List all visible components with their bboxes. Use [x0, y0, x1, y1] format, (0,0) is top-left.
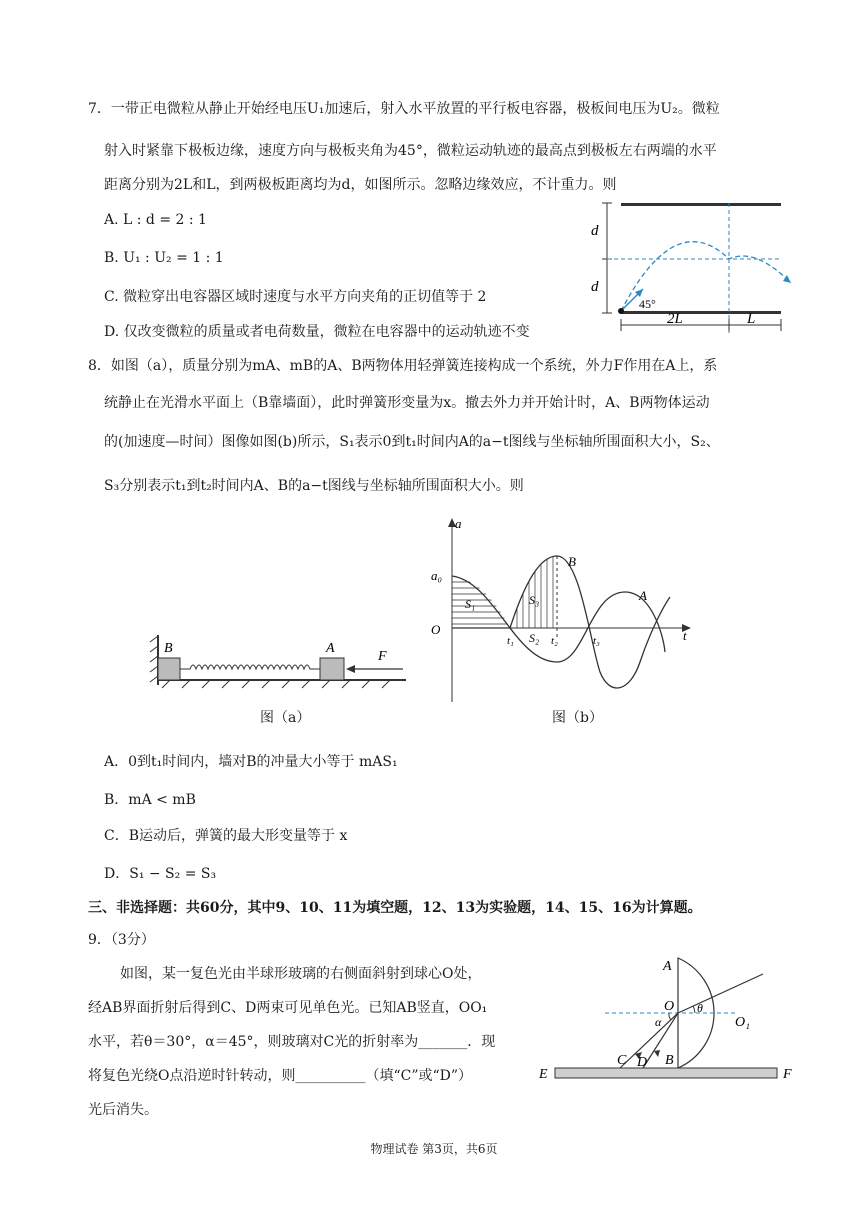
- axis-a-label: a: [455, 516, 462, 531]
- q9-line-1: 如图，某一复色光由半球形玻璃的右侧面斜射到球心O处，: [120, 966, 482, 982]
- curve-a-label: A: [639, 588, 647, 603]
- arrow-d: [654, 1050, 660, 1057]
- label-a0: a₀: [431, 568, 443, 583]
- q9-line-3: 水平，若θ＝30°，α＝45°，则玻璃对C光的折射率为_______．现: [88, 1034, 496, 1050]
- label-L: L: [747, 311, 756, 327]
- block-b: [158, 658, 180, 680]
- label-b: B: [665, 1053, 674, 1068]
- trajectory-arrowhead: [783, 275, 791, 283]
- top-plate: [621, 203, 781, 206]
- q8-stem-line-4: S₃分别表示t₁到t₂时间内A、B的a−t图线与坐标轴所围面积大小。则: [104, 478, 524, 494]
- label-t1: t₁: [507, 635, 514, 647]
- ground-surface: [555, 1068, 777, 1078]
- fig-b-caption: 图（b）: [552, 710, 603, 726]
- label-b: B: [164, 641, 173, 656]
- block-a: [320, 658, 344, 680]
- label-t2: t₂: [551, 635, 558, 647]
- q7-option-b: B. U₁ : U₂ = 1 : 1: [104, 250, 224, 266]
- curve-a: [452, 576, 665, 662]
- q7-stem-line-2: 射入时紧靠下极板边缘，速度方向与极板夹角为45°，微粒运动轨迹的最高点到极板左右两端的水平: [104, 143, 717, 159]
- section-3-heading: 三、非选择题：共60分，其中9、10、11为填空题，12、13为实验题，14、15、16为计算题。: [88, 900, 702, 916]
- label-e: E: [539, 1067, 548, 1082]
- axis-t-label: t: [683, 628, 687, 643]
- label-f: F: [783, 1067, 792, 1082]
- page-footer: 物理试卷 第3页，共6页: [370, 1142, 498, 1156]
- label-s1: S₁: [465, 597, 476, 611]
- s1-hatch-lines: [452, 582, 515, 624]
- q9-line-5: 光后消失。: [88, 1102, 158, 1118]
- floor-hatching: [162, 680, 390, 688]
- wall-hatching: [150, 636, 158, 682]
- label-s3: S₃: [529, 593, 540, 607]
- q7-stem-line-1: 7．一带正电微粒从静止开始经电压U₁加速后，射入水平放置的平行板电容器，极板间电压为U₂。微粒: [88, 101, 720, 117]
- particle: [618, 308, 624, 314]
- label-o1: O₁: [735, 1015, 750, 1030]
- label-a: A: [326, 641, 335, 656]
- q8-figure-b: [425, 512, 705, 712]
- spring: [180, 665, 320, 669]
- q7-capacitor-figure: [585, 195, 805, 325]
- curve-b: [452, 556, 670, 688]
- label-origin: O: [431, 622, 441, 637]
- q7-option-c: C. 微粒穿出电容器区域时速度与水平方向夹角的正切值等于 2: [104, 289, 487, 305]
- q8-option-a: A．0到t₁时间内，墙对B的冲量大小等于 mAS₁: [104, 754, 398, 770]
- q8-stem-line-3: 的(加速度—时间）图像如图(b)所示，S₁表示0到t₁时间内A的a−t图线与坐标轴所围面积大小，S₂、: [104, 434, 720, 450]
- q8-stem-line-2: 统静止在光滑水平面上（B靠墙面），此时弹簧形变量为x。撤去外力并开始计时，A、B两物体运动: [104, 395, 710, 411]
- q7-option-d: D. 仅改变微粒的质量或者电荷数量，微粒在电容器中的运动轨迹不变: [104, 324, 530, 340]
- fig-a-caption: 图（a）: [260, 710, 311, 726]
- s1-hatching: [452, 576, 512, 628]
- q9-header: 9．（3分）: [88, 932, 155, 948]
- label-a: A: [663, 959, 672, 974]
- label-s2: S₂: [529, 631, 540, 645]
- q7-stem-line-3: 距离分别为2L和L，到两极板距离均为d，如图所示。忽略边缘效应，不计重力。则: [104, 177, 617, 193]
- label-f: F: [378, 649, 387, 664]
- label-alpha: α: [655, 1015, 662, 1029]
- label-o: O: [664, 999, 675, 1014]
- q7-option-a: A. L : d = 2 : 1: [104, 212, 207, 228]
- q8-stem-line-1: 8．如图（a），质量分别为mA、mB的A、B两物体用轻弹簧连接构成一个系统，外力F作用在A上，系: [88, 358, 718, 374]
- label-2L: 2L: [667, 311, 683, 327]
- q8-option-d: D．S₁ − S₂ = S₃: [104, 866, 217, 882]
- label-theta: θ: [697, 1001, 703, 1015]
- force-arrowhead: [346, 665, 355, 673]
- alpha-arc: [669, 1013, 671, 1020]
- label-t3: t₃: [593, 635, 600, 647]
- q9-line-2: 经AB界面折射后得到C、D两束可见单色光。已知AB竖直，OO₁: [88, 1000, 488, 1016]
- label-45deg: 45°: [639, 297, 656, 311]
- bottom-plate: [621, 311, 781, 314]
- curve-b-label: B: [568, 554, 576, 569]
- label-d: D: [637, 1055, 648, 1070]
- label-d-bottom: d: [591, 279, 599, 295]
- q9-line-4: 将复色光绕O点沿逆时针转动，则__________（填“C”或“D”）: [88, 1068, 473, 1084]
- s3-hatch-lines: [517, 552, 553, 628]
- q8-option-b: B．mA < mB: [104, 792, 196, 808]
- q9-hemisphere-figure: [535, 950, 805, 1090]
- label-c: C: [617, 1053, 627, 1068]
- q8-option-c: C．B运动后，弹簧的最大形变量等于 x: [104, 828, 348, 844]
- label-d-top: d: [591, 223, 599, 239]
